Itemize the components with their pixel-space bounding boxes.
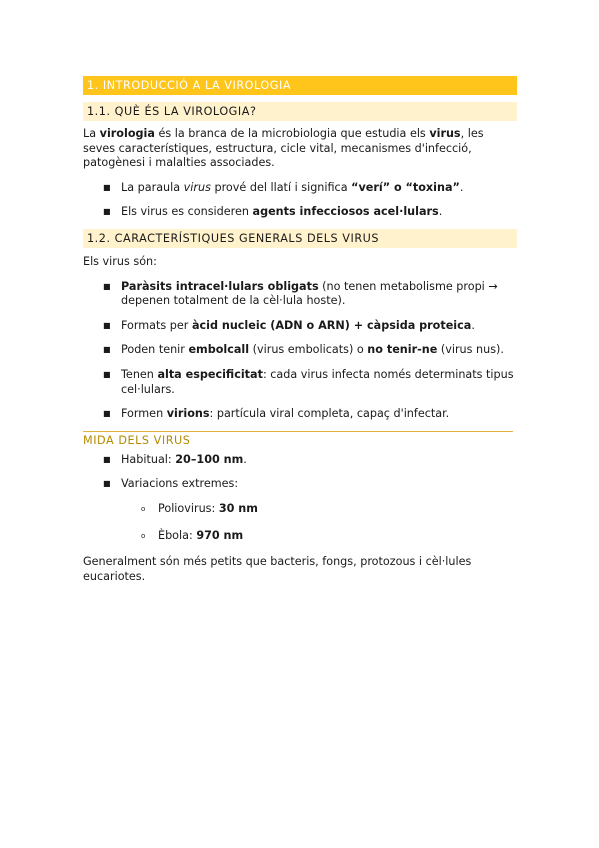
section-heading-what-is-virology: 1.1. QUÈ ÉS LA VIROLOGIA? xyxy=(83,102,517,121)
list-item: ■ Tenen alta especificitat: cada virus infecta només determinats tipus cel·lulars. xyxy=(103,367,514,396)
circle-bullet-icon: o xyxy=(141,531,146,540)
virology-bullet-list xyxy=(83,181,517,220)
bullet-icon: ■ xyxy=(103,409,111,419)
characteristics-bullet-list xyxy=(83,280,517,422)
list-item: ■ Formats per àcid nucleic (ADN o ARN) + càpsida proteica. xyxy=(103,318,475,332)
bullet-icon: ■ xyxy=(103,182,111,192)
list-item: ■ Els virus es consideren agents infecciosos acel·lulars. xyxy=(103,205,443,219)
document-content xyxy=(83,76,517,584)
section-heading-general-characteristics: 1.2. CARACTERÍSTIQUES GENERALS DELS VIRUS xyxy=(83,229,517,248)
bullet-icon: ■ xyxy=(103,345,111,355)
bullet-icon: ■ xyxy=(103,479,111,489)
size-bullet-list xyxy=(83,453,517,492)
bullet-icon: ■ xyxy=(103,454,111,464)
list-item: ■ Variacions extremes: xyxy=(103,477,239,491)
sub-list-item: o Poliovirus: 30 nm xyxy=(141,501,258,515)
list-item: ■ Paràsits intracel·lulars obligats (no tenen metabolisme propi → depenen totalment de la cèl·lula hoste). xyxy=(103,279,498,308)
size-sub-bullet-list xyxy=(83,502,517,543)
bullet-icon: ■ xyxy=(103,320,111,330)
sub-list-item: o Èbola: 970 nm xyxy=(141,528,244,542)
list-item: ■ Formen virions: partícula viral completa, capaç d'infectar. xyxy=(103,407,450,421)
list-item: ■ Poden tenir embolcall (virus embolicats) o no tenir-ne (virus nus). xyxy=(103,343,504,357)
heading-1: 1. INTRODUCCIÓ A LA VIROLOGIA xyxy=(83,76,517,95)
characteristics-intro: Els virus són: xyxy=(83,254,157,268)
bullet-icon: ■ xyxy=(103,207,111,217)
bullet-icon: ■ xyxy=(103,281,111,291)
size-closing-text: Generalment són més petits que bacteris, fongs, protozous i cèl·lules eucariotes. xyxy=(83,555,472,583)
section-heading-virus-size: MIDA DELS VIRUS xyxy=(83,431,513,448)
list-item: ■ La paraula virus prové del llatí i significa “verí” o “toxina”. xyxy=(103,180,464,194)
bullet-icon: ■ xyxy=(103,369,111,379)
circle-bullet-icon: o xyxy=(141,504,146,513)
virology-definition: La virologia és la branca de la microbiologia que estudia els virus, les seves característiques, estructura, cicle vital, mecanismes d'infecció, patogènesi i malalties associades. xyxy=(83,127,484,170)
list-item: ■ Habitual: 20–100 nm. xyxy=(103,452,247,466)
